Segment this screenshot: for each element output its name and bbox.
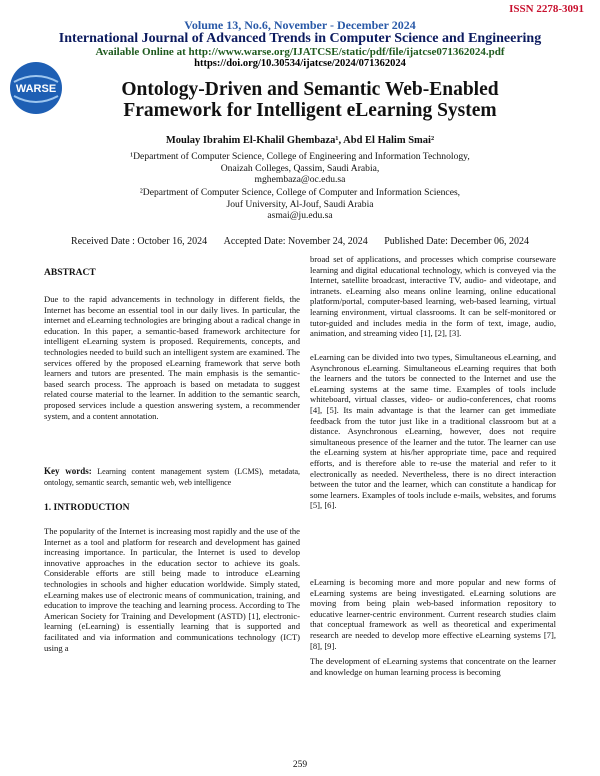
journal-name: International Journal of Advanced Trends in Computer Science and Engineering bbox=[58, 31, 542, 46]
keywords bbox=[44, 466, 300, 488]
received-date: Received Date : October 16, 2024 bbox=[71, 236, 208, 247]
aff2-place: Jouf University, Al-Jouf, Saudi Arabia bbox=[226, 198, 374, 210]
affiliation-1 bbox=[0, 151, 600, 186]
issn-label: ISSN 2278-3091 bbox=[509, 3, 584, 15]
keywords-list: Learning content management system (LCMS), metadata, ontology, semantic search, semantic web, web intelligence bbox=[44, 467, 301, 487]
volume-issue: Volume 13, No.6, November - December 2024 bbox=[184, 18, 416, 32]
abstract-text: Due to the rapid advancements in technology in different fields, the Internet has become an essential tool in our daily lives. In particular, the internet and eLearning technologies are bringing about a radical change in education. In this paper, a semantic-based framework architecture for intelligent eLearning system is proposed. Requirements, concepts, and technologies needed to build such an intelligent system are examined. The services offered by the proposed eLearning framework that serve both learners and tutors are presented. The main emphasis is the semantic-based search process. The approach is based on metadata to suggest related course material to the learner. In addition to the semantic search, proposed services include a question answering system, a recommender system, and a content annotation. bbox=[44, 294, 300, 421]
dates-line bbox=[0, 236, 600, 247]
intro-continued-p3: eLearning is becoming more and more popular and new forms of eLearning systems are being investigated. eLearning solutions are moving from being plain web-based information repository to educative learner-centric environment. Current research studies claim that conceptual framework as well as theoretical and experimental research are needed to develop more effective eLearning systems [7], [8], [9]. bbox=[310, 577, 556, 651]
title-line-1: Ontology-Driven and Semantic Web-Enabled bbox=[121, 79, 499, 100]
logo-text: WARSE bbox=[15, 83, 57, 95]
introduction-text: The popularity of the Internet is increasing most rapidly and the use of the Internet as a tool and platform for research and development has gained increasing importance. In particular, the Internet is used to develop innovative approaches in the education sector to achieve its goals. Considerable efforts are still being made to introduce eLearning technologies in schools and higher education worldwide. Simply stated, eLearning makes use of electronic means of communication, training, and education to improve the teaching and learning process. According to The American Society for Training and Development (ASTD) [1], electronic-learning (eLearning) is essentially learning that is supported and facilitated and via information and communications technology (ICT) using a bbox=[44, 526, 300, 653]
authors: Moulay Ibrahim El-Khalil Ghembaza¹, Abd El Halim Smai² bbox=[165, 135, 435, 146]
aff2-email[interactable]: asmai@ju.edu.sa bbox=[267, 210, 333, 221]
intro-continued-p2: eLearning can be divided into two types, Simultaneous eLearning, and Asynchronous eLearning. Simultaneous eLearning requires that both the learners and the tutors be connected to the Internet and use the eLearning systems at the same time. Examples of tools include whiteboard, virtual classes, video- or audio-conferences, chat rooms [4], [5]. Its main advantage is that the learner can get immediate feedback from the tutor just like in a traditional classroom but at a distance. Asynchronous eLearning, however, does not require simultaneous presence of the learner and the tutor. The learner can use the eLearning system at his/her appropriate time, pace and required efforts, and is therefore able to re-use the material and refer to it electronically as needed. Nevertheless, there is no direct interaction between the tutor and the learner, which can constitute a handicap for some learners. Examples of tools include e-mails, websites, and forums [5], [6]. bbox=[310, 352, 556, 511]
keywords-label: Key words: bbox=[44, 466, 92, 476]
intro-continued-p4: The development of eLearning systems that concentrate on the learner and knowledge on human learning process is becoming bbox=[310, 656, 556, 677]
abstract-heading: ABSTRACT bbox=[44, 268, 96, 278]
aff1-dept: ¹Department of Computer Science, College of Engineering and Information Technology, bbox=[130, 151, 470, 162]
intro-continued-p1: broad set of applications, and processes which comprise courseware learning and digital educational technology, which is conveyed via the Internet, satellite broadcast, interactive TV, audio- and videotape, and intranets. eLearning also means online learning, online educational platform/portal, computer-based learning, web-based learning, virtual learning environment, virtual classrooms. It can be self-monitored or tutor-guided and includes media in the form of text, image, audio, animation, and streaming video [1], [2], [3]. bbox=[310, 254, 556, 339]
paper-title bbox=[60, 79, 560, 121]
aff1-email[interactable]: mghembaza@oc.edu.sa bbox=[254, 174, 346, 185]
title-line-2: Framework for Intelligent eLearning System bbox=[123, 100, 497, 121]
accepted-date: Accepted Date: November 24, 2024 bbox=[223, 236, 368, 247]
introduction-heading: 1. INTRODUCTION bbox=[44, 503, 130, 513]
aff2-dept: ²Department of Computer Science, College of Computer and Information Sciences, bbox=[139, 187, 461, 198]
published-date: Published Date: December 06, 2024 bbox=[384, 236, 529, 247]
available-online-link[interactable]: Available Online at http://www.warse.org/IJATCSE/static/pdf/file/ijatcse071362024.pdf bbox=[95, 46, 505, 58]
aff1-place: Onaizah Colleges, Qassim, Saudi Arabia, bbox=[220, 162, 380, 174]
affiliation-2 bbox=[0, 187, 600, 222]
warse-logo bbox=[8, 60, 64, 116]
page-number: 259 bbox=[292, 760, 308, 770]
doi-link[interactable]: https://doi.org/10.30534/ijatcse/2024/071362024 bbox=[194, 58, 406, 69]
